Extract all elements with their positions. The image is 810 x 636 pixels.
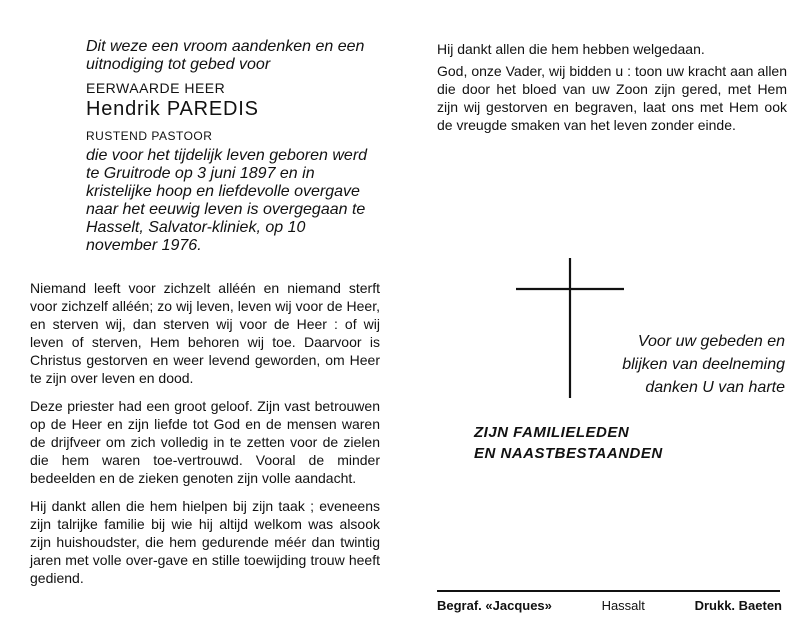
family-line: EN NAASTBESTAANDEN <box>474 445 663 462</box>
gratitude-line: danken U van harte <box>645 379 785 396</box>
gratitude-line: Voor uw gebeden en <box>637 333 785 350</box>
footer <box>437 598 782 613</box>
deceased-name: Hendrik PAREDIS <box>86 98 259 120</box>
gratitude-line: blijken van deelneming <box>622 356 785 373</box>
undertaker-credit: Begraf. «Jacques» <box>437 598 552 613</box>
scripture-paragraph: Niemand leeft voor zichzelt alléén en niemand sterft voor zichzelf alléén; zo wij leven, leven wij voor de Heer, en sterven wij, dan sterven wij voor de Heer : of wij leven of sterven, Hem behoren wij toe. Daarvoor is Christus gestorven en weer levend geworden, om Heer te zijn over leven en dood. <box>30 280 380 386</box>
right-column <box>437 30 787 134</box>
footer-city: Hassalt <box>601 598 645 613</box>
gratitude-text <box>610 330 785 399</box>
biography: die voor het tijdelijk leven geboren werd te Gruitrode op 3 juni 1897 en in kristelijke hoop en liefdevolle overgave naar het eeuwig leven is overgegaan te Hasselt, Salvator-kliniek, op 10 november 1976. <box>86 147 368 254</box>
thanks-line: Hij dankt allen die hem hebben welgedaan. <box>437 41 705 57</box>
faith-paragraph: Deze priester had een groot geloof. Zijn vast betrouwen op de Heer en zijn liefde tot God en de mensen waren de drijfveer om zich volledig in te zetten voor de zielen die hem waren toe-vertrouwd. Vooral de minder bedeelden en de zieken genoten zijn volle aandacht. <box>30 398 380 486</box>
family-signature <box>474 422 734 464</box>
cross-icon <box>516 258 624 398</box>
role-title: RUSTEND PASTOOR <box>86 129 213 143</box>
footer-divider <box>437 590 780 592</box>
left-column <box>30 30 380 587</box>
family-line: ZIJN FAMILIELEDEN <box>474 424 630 441</box>
thanks-paragraph: Hij dankt allen die hem hielpen bij zijn taak ; eveneens zijn talrijke familie bij wie hij altijd welkom was alsook zijn huishoudster, die hem gedurende méér dan twintig jaren met volle over-gave en stille toewijding trouw heeft gediend. <box>30 498 380 586</box>
printer-credit: Drukk. Baeten <box>694 598 782 613</box>
intro-text: Dit weze een vroom aandenken en een uitnodiging tot gebed voor <box>86 38 365 73</box>
prayer-text: God, onze Vader, wij bidden u : toon uw kracht aan allen die door het bloed van uw Zoon zijn gered, met Hem zijn wij gestorven en begraven, laat ons met Hem ook de vreugde smaken van het leven zonder einde. <box>437 63 787 133</box>
rank-title: EERWAARDE HEER <box>86 80 226 96</box>
